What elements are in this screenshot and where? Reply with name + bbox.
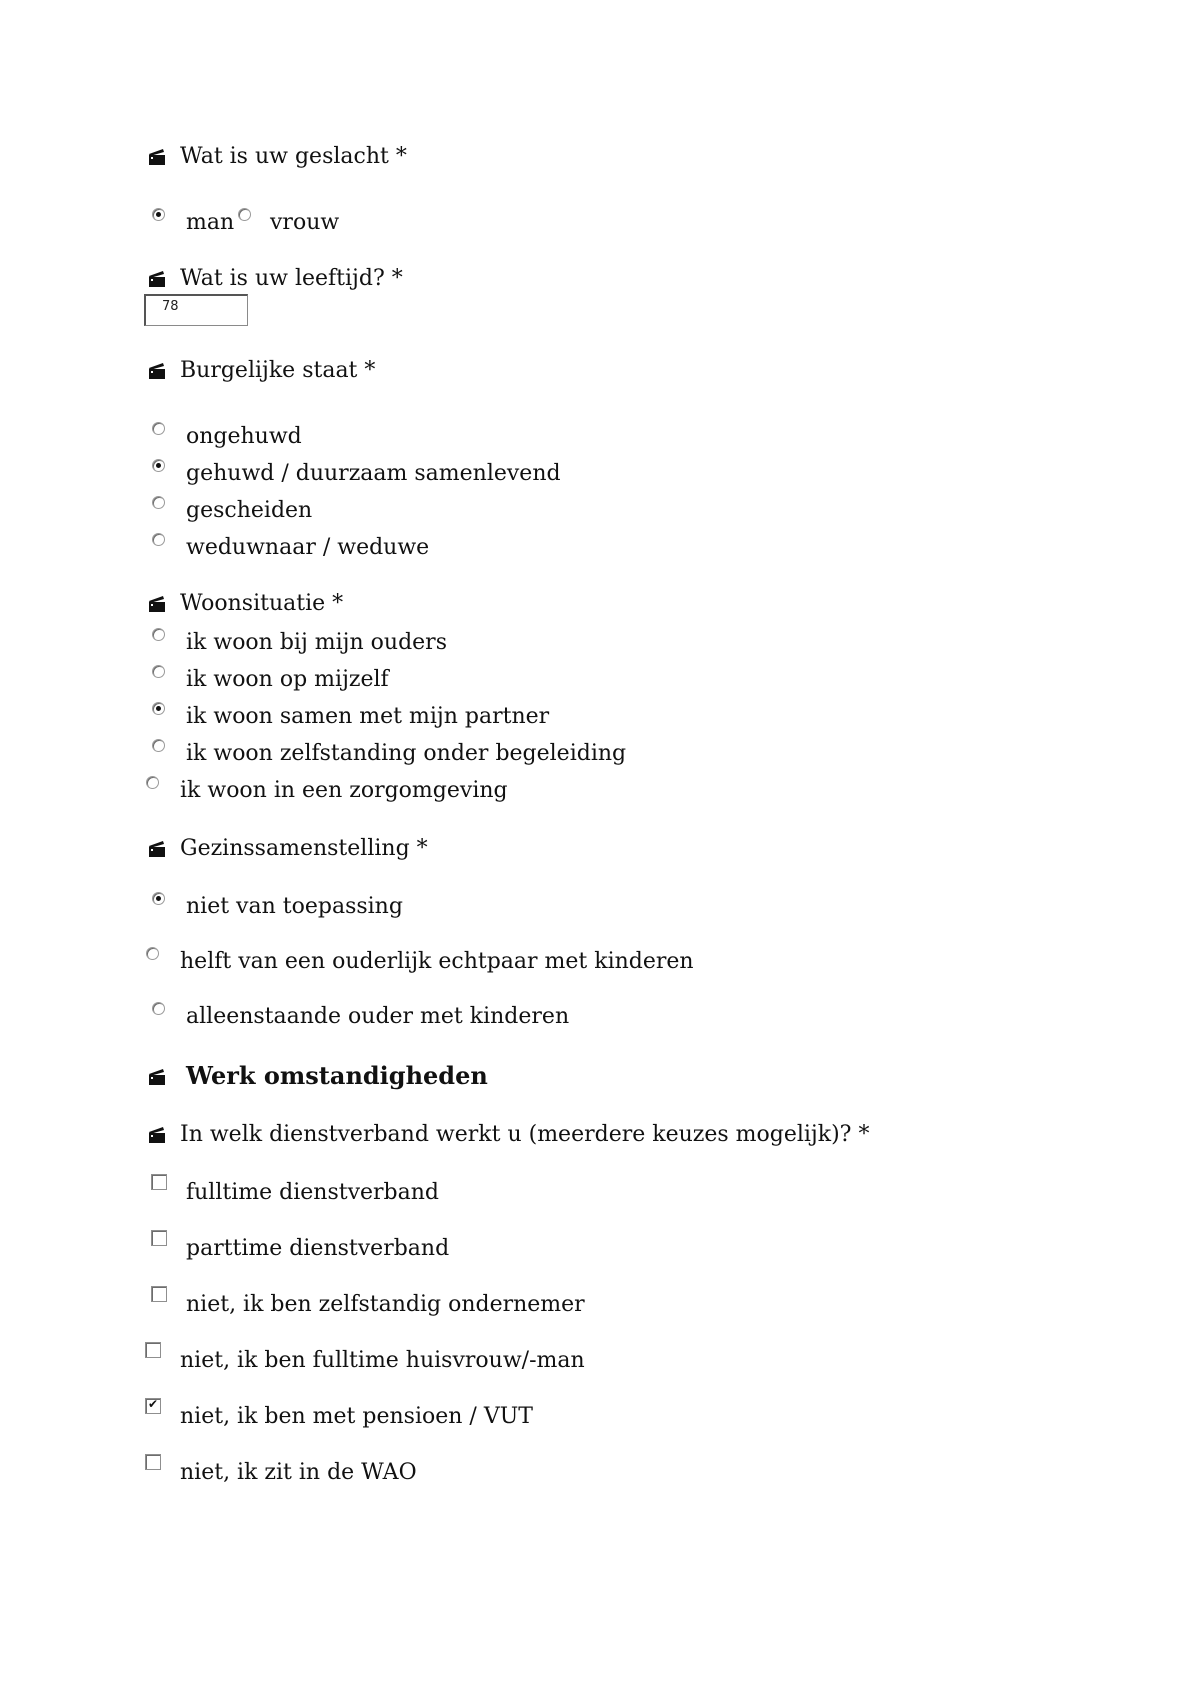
radio-living-zorgomgeving[interactable]: [146, 776, 159, 789]
option-wao-label: niet, ik zit in de WAO: [180, 1460, 417, 1485]
option-household-nvt-label: niet van toepassing: [186, 894, 403, 919]
clapperboard-icon: [148, 840, 166, 858]
option-household-echtpaar-label: helft van een ouderlijk echtpaar met kinderen: [180, 949, 694, 974]
radio-weduwnaar[interactable]: [152, 533, 165, 546]
age-input[interactable]: 78: [144, 294, 248, 326]
clapperboard-icon: [148, 1126, 166, 1144]
question-employment-label: In welk dienstverband werkt u (meerdere keuzes mogelijk)? *: [180, 1122, 870, 1147]
radio-vrouw[interactable]: [238, 208, 251, 221]
option-weduwnaar-label: weduwnaar / weduwe: [186, 535, 430, 560]
clapperboard-icon: [148, 270, 166, 288]
question-gender-label: Wat is uw geslacht *: [180, 144, 407, 169]
checkbox-wao[interactable]: [145, 1454, 161, 1470]
radio-household-nvt[interactable]: [152, 892, 165, 905]
option-household-alleenstaand-label: alleenstaande ouder met kinderen: [186, 1004, 570, 1029]
option-pensioen-label: niet, ik ben met pensioen / VUT: [180, 1404, 533, 1429]
clapperboard-icon: [148, 595, 166, 613]
clapperboard-icon: [148, 362, 166, 380]
radio-gehuwd[interactable]: [152, 459, 165, 472]
clapperboard-icon: [148, 148, 166, 166]
option-gescheiden-label: gescheiden: [186, 498, 313, 523]
section-work-title: Werk omstandigheden: [186, 1061, 488, 1090]
checkbox-zelfstandig[interactable]: [151, 1286, 167, 1302]
option-living-mijzelf-label: ik woon op mijzelf: [186, 667, 389, 692]
option-living-ouders-label: ik woon bij mijn ouders: [186, 630, 447, 655]
radio-living-begeleiding[interactable]: [152, 739, 165, 752]
question-marital-label: Burgelijke staat *: [180, 358, 376, 383]
checkbox-fulltime[interactable]: [151, 1174, 167, 1190]
radio-living-ouders[interactable]: [152, 628, 165, 641]
question-living-label: Woonsituatie *: [180, 591, 344, 616]
option-man-label: man: [186, 210, 235, 235]
option-living-partner-label: ik woon samen met mijn partner: [186, 704, 550, 729]
option-living-zorgomgeving-label: ik woon in een zorgomgeving: [180, 778, 508, 803]
radio-ongehuwd[interactable]: [152, 422, 165, 435]
option-ongehuwd-label: ongehuwd: [186, 424, 302, 449]
checkbox-pensioen[interactable]: [145, 1398, 161, 1414]
radio-household-alleenstaand[interactable]: [152, 1002, 165, 1015]
option-zelfstandig-label: niet, ik ben zelfstandig ondernemer: [186, 1292, 585, 1317]
option-fulltime-label: fulltime dienstverband: [186, 1180, 439, 1205]
option-gehuwd-label: gehuwd / duurzaam samenlevend: [186, 461, 561, 486]
radio-gescheiden[interactable]: [152, 496, 165, 509]
radio-man[interactable]: [152, 208, 165, 221]
checkbox-parttime[interactable]: [151, 1230, 167, 1246]
radio-household-echtpaar[interactable]: [146, 947, 159, 960]
question-age-label: Wat is uw leeftijd? *: [180, 266, 403, 291]
option-living-begeleiding-label: ik woon zelfstanding onder begeleiding: [186, 741, 627, 766]
question-household-label: Gezinssamenstelling *: [180, 836, 428, 861]
option-vrouw-label: vrouw: [270, 210, 340, 235]
option-huisvrouw-label: niet, ik ben fulltime huisvrouw/-man: [180, 1348, 585, 1373]
radio-living-partner[interactable]: [152, 702, 165, 715]
clapperboard-icon: [148, 1068, 166, 1086]
checkbox-huisvrouw[interactable]: [145, 1342, 161, 1358]
radio-living-mijzelf[interactable]: [152, 665, 165, 678]
option-parttime-label: parttime dienstverband: [186, 1236, 450, 1261]
